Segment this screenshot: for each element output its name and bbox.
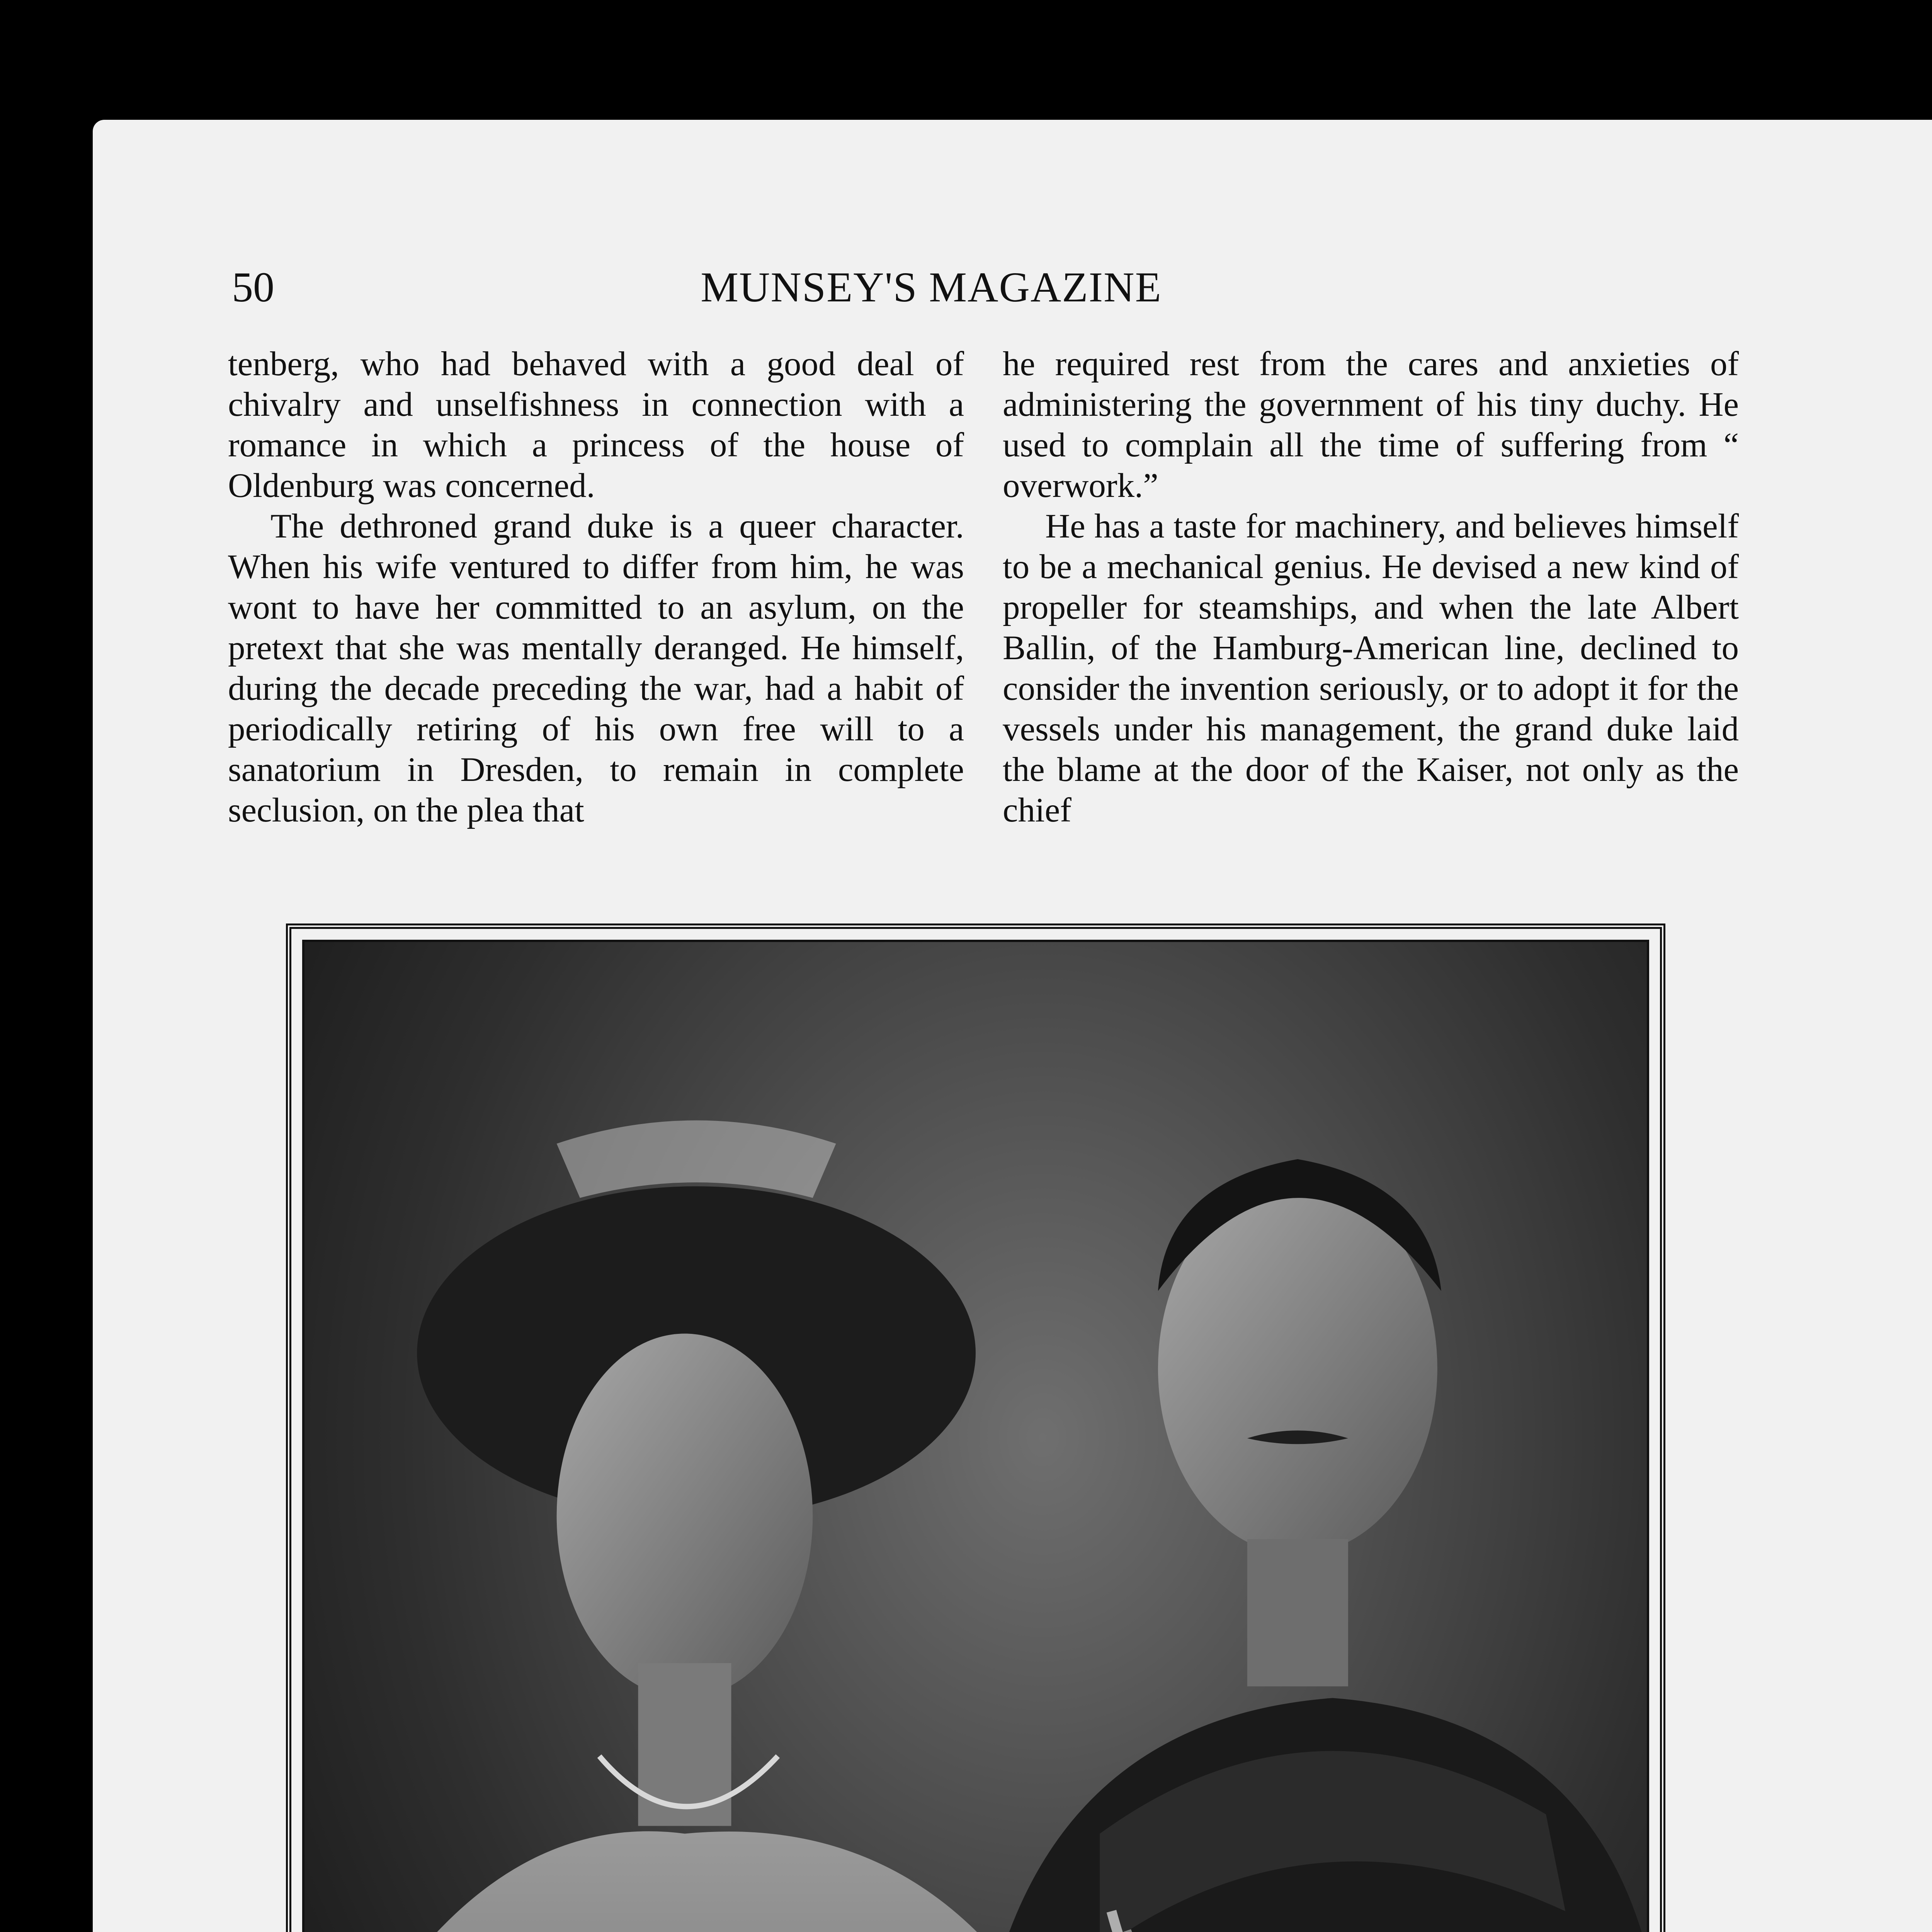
article-text [228, 344, 1739, 904]
left-column [228, 344, 964, 831]
paragraph: The dethroned grand duke is a queer character. When his wife ventured to differ from him, he was wont to have her committed to an asylum, on the pretext that she was mentally deranged. He himself, during the decade preceding the war, had a habit of periodically retiring of his own free will to a sanatorium in Dresden, to remain in complete seclusion, on the plea that [228, 507, 964, 829]
right-column [1003, 344, 1739, 831]
page-number: 50 [232, 264, 274, 311]
paragraph: He has a taste for machinery, and believes himself to be a mechanical genius. He devised a new kind of propeller for steamships, and when the late Albert Ballin, of the Hamburg-American line, declined to consider the invention seriously, or to adopt it for the vessels under his management, the grand duke laid the blame at the door of the Kaiser, not only as the chief [1003, 507, 1739, 829]
portrait-frame [286, 923, 1665, 1932]
portrait-illustration [304, 942, 1647, 1932]
running-title: MUNSEY'S MAGAZINE [701, 264, 1162, 311]
paragraph: tenberg, who had behaved with a good deal of chivalry and unselfishness in connection with a romance in which a princess of the house of Oldenburg was concerned. [228, 345, 964, 505]
portrait-photo [302, 940, 1649, 1932]
page-header [232, 263, 1631, 325]
paragraph: he required rest from the cares and anxieties of administering the government of his tiny duchy. He used to complain all the time of suffering from “ overwork.” [1003, 345, 1739, 505]
